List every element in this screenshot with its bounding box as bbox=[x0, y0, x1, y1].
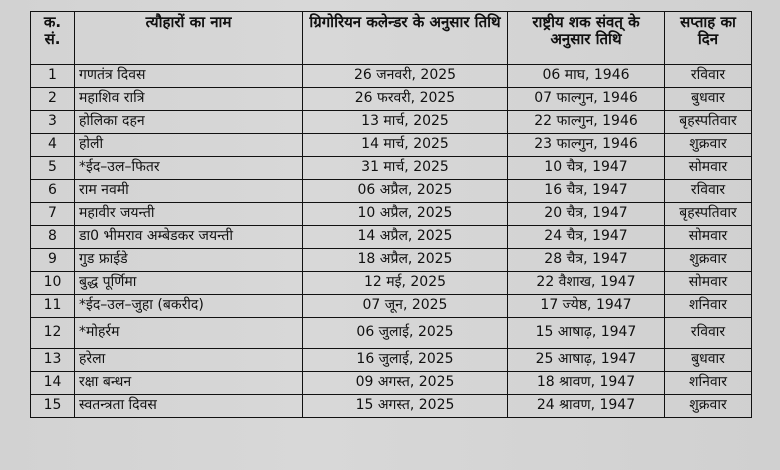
row-gregorian-date: 10 अप्रैल, 2025 bbox=[303, 203, 508, 226]
row-serial: 8 bbox=[31, 226, 75, 249]
table-row bbox=[31, 272, 752, 295]
table-row bbox=[31, 180, 752, 203]
row-festival-name: हरेला bbox=[75, 349, 303, 372]
header-shaka-date: राष्ट्रीय शक संवत् के अनुसार तिथि bbox=[508, 12, 665, 65]
table-row bbox=[31, 226, 752, 249]
row-shaka-date: 23 फाल्गुन, 1946 bbox=[508, 134, 665, 157]
header-serial-number: क. सं. bbox=[31, 12, 75, 65]
row-serial: 9 bbox=[31, 249, 75, 272]
row-weekday: बुधवार bbox=[665, 88, 752, 111]
row-serial: 11 bbox=[31, 295, 75, 318]
header-weekday: सप्ताह का दिन bbox=[665, 12, 752, 65]
table-row bbox=[31, 318, 752, 349]
row-festival-name: गुड फ्राईडे bbox=[75, 249, 303, 272]
row-weekday: सोमवार bbox=[665, 272, 752, 295]
row-festival-name: गणतंत्र दिवस bbox=[75, 65, 303, 88]
row-shaka-date: 17 ज्येष्ठ, 1947 bbox=[508, 295, 665, 318]
row-festival-name: महावीर जयन्ती bbox=[75, 203, 303, 226]
row-weekday: सोमवार bbox=[665, 226, 752, 249]
table-row bbox=[31, 111, 752, 134]
row-festival-name: *ईद–उल–जुहा (बकरीद) bbox=[75, 295, 303, 318]
row-serial: 2 bbox=[31, 88, 75, 111]
row-shaka-date: 15 आषाढ़, 1947 bbox=[508, 318, 665, 349]
row-shaka-date: 16 चैत्र, 1947 bbox=[508, 180, 665, 203]
header-row bbox=[31, 12, 752, 65]
row-gregorian-date: 13 मार्च, 2025 bbox=[303, 111, 508, 134]
table-row bbox=[31, 295, 752, 318]
row-festival-name: होलिका दहन bbox=[75, 111, 303, 134]
row-gregorian-date: 12 मई, 2025 bbox=[303, 272, 508, 295]
row-gregorian-date: 09 अगस्त, 2025 bbox=[303, 372, 508, 395]
row-serial: 5 bbox=[31, 157, 75, 180]
row-serial: 15 bbox=[31, 395, 75, 418]
row-shaka-date: 25 आषाढ़, 1947 bbox=[508, 349, 665, 372]
row-serial: 13 bbox=[31, 349, 75, 372]
row-festival-name: महाशिव रात्रि bbox=[75, 88, 303, 111]
row-serial: 6 bbox=[31, 180, 75, 203]
row-weekday: रविवार bbox=[665, 180, 752, 203]
row-gregorian-date: 06 जुलाई, 2025 bbox=[303, 318, 508, 349]
row-gregorian-date: 07 जून, 2025 bbox=[303, 295, 508, 318]
row-festival-name: होली bbox=[75, 134, 303, 157]
row-gregorian-date: 18 अप्रैल, 2025 bbox=[303, 249, 508, 272]
row-shaka-date: 18 श्रावण, 1947 bbox=[508, 372, 665, 395]
table-row bbox=[31, 65, 752, 88]
row-weekday: सोमवार bbox=[665, 157, 752, 180]
row-shaka-date: 07 फाल्गुन, 1946 bbox=[508, 88, 665, 111]
row-shaka-date: 22 वैशाख, 1947 bbox=[508, 272, 665, 295]
row-gregorian-date: 14 अप्रैल, 2025 bbox=[303, 226, 508, 249]
row-weekday: शनिवार bbox=[665, 295, 752, 318]
row-shaka-date: 10 चैत्र, 1947 bbox=[508, 157, 665, 180]
row-weekday: शुक्रवार bbox=[665, 134, 752, 157]
row-weekday: बृहस्पतिवार bbox=[665, 203, 752, 226]
row-shaka-date: 28 चैत्र, 1947 bbox=[508, 249, 665, 272]
table-row bbox=[31, 203, 752, 226]
row-serial: 1 bbox=[31, 65, 75, 88]
row-festival-name: *ईद–उल–फितर bbox=[75, 157, 303, 180]
row-shaka-date: 20 चैत्र, 1947 bbox=[508, 203, 665, 226]
table-row bbox=[31, 134, 752, 157]
table-row bbox=[31, 372, 752, 395]
row-festival-name: डा0 भीमराव अम्बेडकर जयन्ती bbox=[75, 226, 303, 249]
row-gregorian-date: 15 अगस्त, 2025 bbox=[303, 395, 508, 418]
row-serial: 4 bbox=[31, 134, 75, 157]
row-gregorian-date: 31 मार्च, 2025 bbox=[303, 157, 508, 180]
table-row bbox=[31, 249, 752, 272]
row-festival-name: *मोहर्रम bbox=[75, 318, 303, 349]
table-row bbox=[31, 157, 752, 180]
header-gregorian-date: ग्रिगोरियन कलेन्डर के अनुसार तिथि bbox=[303, 12, 508, 65]
row-weekday: बुधवार bbox=[665, 349, 752, 372]
row-shaka-date: 24 श्रावण, 1947 bbox=[508, 395, 665, 418]
row-gregorian-date: 14 मार्च, 2025 bbox=[303, 134, 508, 157]
row-festival-name: बुद्ध पूर्णिमा bbox=[75, 272, 303, 295]
row-gregorian-date: 16 जुलाई, 2025 bbox=[303, 349, 508, 372]
row-weekday: रविवार bbox=[665, 318, 752, 349]
row-serial: 12 bbox=[31, 318, 75, 349]
holiday-table bbox=[30, 11, 752, 418]
row-serial: 7 bbox=[31, 203, 75, 226]
row-serial: 10 bbox=[31, 272, 75, 295]
row-serial: 14 bbox=[31, 372, 75, 395]
header-festival-name: त्यौहारों का नाम bbox=[75, 12, 303, 65]
row-gregorian-date: 26 फरवरी, 2025 bbox=[303, 88, 508, 111]
row-festival-name: स्वतन्त्रता दिवस bbox=[75, 395, 303, 418]
row-gregorian-date: 06 अप्रैल, 2025 bbox=[303, 180, 508, 203]
row-weekday: शुक्रवार bbox=[665, 395, 752, 418]
row-weekday: बृहस्पतिवार bbox=[665, 111, 752, 134]
row-weekday: शनिवार bbox=[665, 372, 752, 395]
row-shaka-date: 06 माघ, 1946 bbox=[508, 65, 665, 88]
row-weekday: रविवार bbox=[665, 65, 752, 88]
row-festival-name: राम नवमी bbox=[75, 180, 303, 203]
row-shaka-date: 24 चैत्र, 1947 bbox=[508, 226, 665, 249]
table-row bbox=[31, 395, 752, 418]
row-serial: 3 bbox=[31, 111, 75, 134]
table-row bbox=[31, 88, 752, 111]
row-weekday: शुक्रवार bbox=[665, 249, 752, 272]
row-festival-name: रक्षा बन्धन bbox=[75, 372, 303, 395]
row-shaka-date: 22 फाल्गुन, 1946 bbox=[508, 111, 665, 134]
table-row bbox=[31, 349, 752, 372]
row-gregorian-date: 26 जनवरी, 2025 bbox=[303, 65, 508, 88]
